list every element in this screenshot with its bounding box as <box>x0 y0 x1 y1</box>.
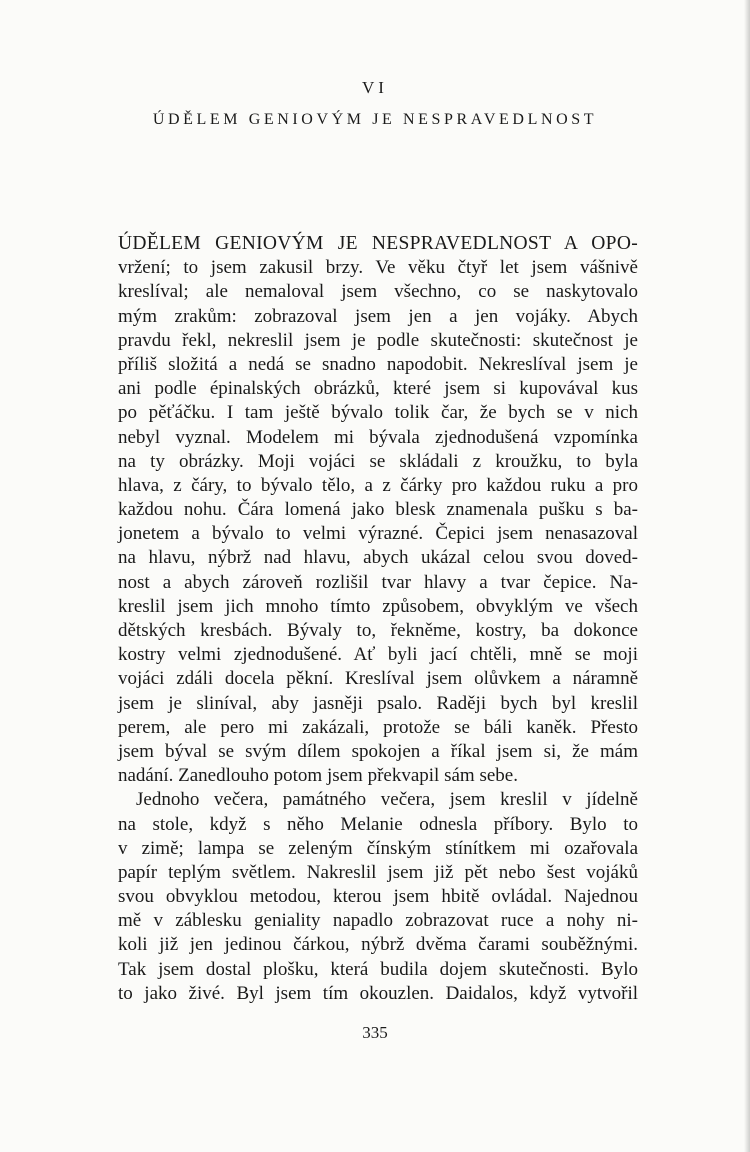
text-line: vojáci zdáli docela pěkní. Kreslíval jsem olůvkem a náramně <box>118 668 638 690</box>
text-line: v zimě; lampa se zeleným čínským stínítkem mi ozařovala <box>118 837 638 859</box>
text-line: kreslil jsem jich mnoho tímto způsobem, obvyklým ve všech <box>118 595 638 617</box>
text-line: perem, ale pero mi zakázali, protože se báli kaněk. Přesto <box>118 716 638 738</box>
text-line: nost a abych zároveň rozlišil tvar hlavy a tvar čepice. Na- <box>118 571 638 593</box>
text-line: dětských kresbách. Bývaly to, řekněme, kostry, ba dokonce <box>118 620 638 641</box>
text-line: to jako živé. Byl jsem tím okouzlen. Daidalos, když vytvořil <box>118 982 638 1004</box>
text-line: ani podle épinalských obrázků, které jsem si kupovával kus <box>118 378 638 400</box>
text-line: každou nohu. Čára lomená jako blesk znamenala pušku s ba- <box>118 499 638 521</box>
text-line: hlava, z čáry, to bývalo tělo, a z čárky pro každou ruku a pro <box>118 474 638 496</box>
text-line: kreslíval; ale nemaloval jsem všechno, co se naskytovalo <box>118 281 638 303</box>
text-line: vržení; to jsem zakusil brzy. Ve věku čtyř let jsem vášnivě <box>118 257 638 279</box>
page-number: 335 <box>362 1023 388 1042</box>
text-line: na hlavu, nýbrž nad hlavu, abych ukázal celou svou doved- <box>118 547 638 569</box>
body-text <box>118 232 638 1006</box>
text-line: nebyl vyznal. Modelem mi bývala zjednodušená vzpomínka <box>118 426 638 448</box>
text-line: Tak jsem dostal plošku, která budila dojem skutečnosti. Bylo <box>118 958 638 980</box>
text-line: pravdu řekl, nekreslil jsem je podle skutečnosti: skutečnost je <box>118 329 638 351</box>
page-edge-shadow <box>744 0 750 1152</box>
text-line: na stole, když s něho Melanie odnesla příbory. Bylo to <box>118 813 638 835</box>
text-line: Jednoho večera, památného večera, jsem kreslil v jídelně <box>136 789 638 811</box>
text-line: kostry velmi zjednodušené. Ať byli jací chtěli, mně se moji <box>118 644 638 666</box>
text-line: jsem je sliníval, aby jasněji psalo. Raději bych byl kreslil <box>118 692 638 714</box>
text-line: ÚDĚLEM GENIOVÝM JE NESPRAVEDLNOST A OPO- <box>118 233 638 254</box>
chapter-title: ÚDĚLEM GENIOVÝM JE NESPRAVEDLNOST <box>152 111 598 128</box>
chapter-number: VI <box>362 78 388 97</box>
text-line: jonetem a bývalo to velmi výrazné. Čepici jsem nenasazoval <box>118 523 638 545</box>
text-line: příliš složitá a nedá se snadno napodobit. Nekreslíval jsem je <box>118 353 638 375</box>
text-line: po pěťáčku. I tam ještě bývalo tolik čar, že bych se v nich <box>118 402 638 424</box>
text-line: svou obvyklou metodou, kterou jsem hbitě ovládal. Najednou <box>118 886 638 908</box>
text-line: nadání. Zanedlouho potom jsem překvapil sám sebe. <box>118 765 518 787</box>
text-line: na ty obrázky. Moji vojáci se skládali z kroužku, to byla <box>118 450 638 472</box>
text-line: mým zrakům: zobrazoval jsem jen a jen vojáky. Abych <box>118 305 638 327</box>
text-line: mě v záblesku geniality napadlo zobrazovat ruce a nohy ni- <box>118 910 638 932</box>
text-line: papír teplým světlem. Nakreslil jsem již pět nebo šest vojáků <box>118 861 638 883</box>
text-line: jsem býval se svým dílem spokojen a říkal jsem si, že mám <box>118 740 638 762</box>
text-line: koli již jen jedinou čárkou, nýbrž dvěma čarami souběžnými. <box>118 934 638 956</box>
